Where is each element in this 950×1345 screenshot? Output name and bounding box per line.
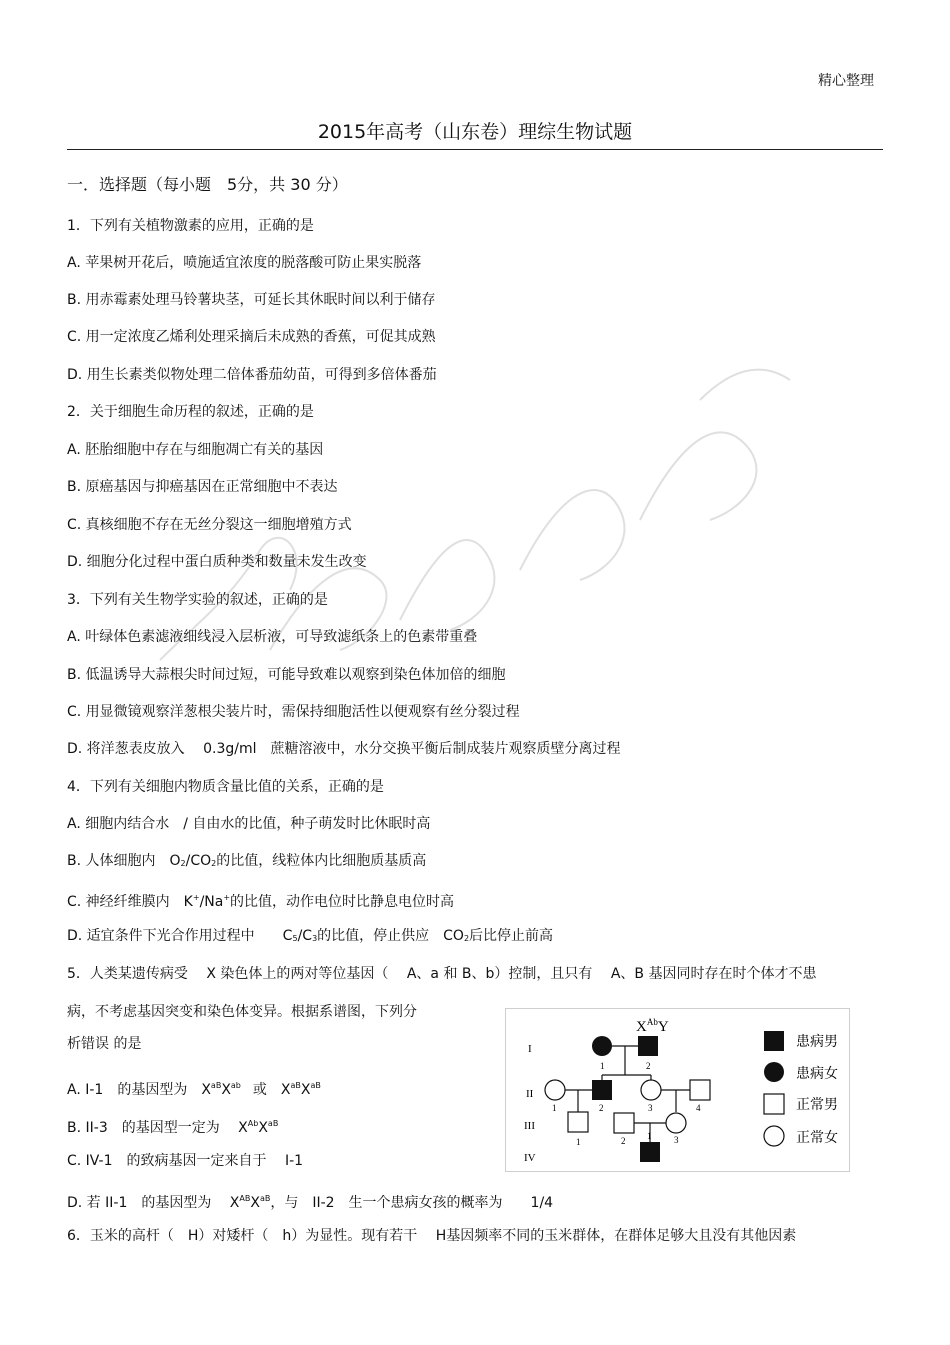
pedigree-ii4-normal-male [690,1080,710,1100]
legend-normal-female: 正常女 [796,1131,838,1146]
title-divider [67,149,883,150]
q4d-text-1: D. 适宜条件下光合作用过程中 C [67,928,293,944]
question-1-stem: 1．下列有关植物激素的应用，正确的是 [67,218,314,234]
q4c-text-1: C. 神经纤维膜内 K [67,894,193,910]
pedigree-num: 1 [600,1061,605,1071]
legend-affected-female: 患病女 [796,1067,838,1082]
q5a-x-4: X [300,1082,311,1098]
question-3-option-a: A. 叶绿体色素滤液细线浸入层析液，可导致滤纸条上的色素带重叠 [67,629,478,645]
question-4-option-a: A. 细胞内结合水 / 自由水的比值，种子萌发时比休眠时高 [67,816,431,832]
q5a-or: 或 X [252,1082,291,1098]
q5d-sup-1: AB [239,1194,251,1203]
q4d-text-2: /C [297,928,313,944]
question-1-option-b: B. 用赤霉素处理马铃薯块茎，可延长其休眠时间以利于储存 [67,292,436,308]
question-4-option-b [67,851,426,874]
q5b-x-2: X [258,1120,268,1136]
question-5-stem-line-2: 病，不考虑基因突变和染色体变异。根据系谱图，下列分 [67,1004,417,1020]
q5a-sup-3: aB [290,1081,301,1090]
q4d-sub-c5: 5 [292,934,298,943]
legend-normal-female-icon [764,1126,784,1146]
question-5-option-d [67,1189,553,1213]
q4d-sub-co2: 2 [463,934,470,943]
q5a-sup-1: aB [210,1081,222,1090]
q5d-text-1: D. 若 II-1 的基因型为 X [67,1195,240,1211]
pedigree-svg [506,1009,849,1171]
q4b-text-2: /CO [185,853,212,869]
q4b-text-1: B. 人体细胞内 O [67,853,181,869]
q5a-sup-2: ab [230,1081,241,1090]
q5a-text: A. I-1 的基因型为 X [67,1082,211,1098]
pedigree-ii3-normal-female [641,1080,661,1100]
pedigree-ii1-normal-female [545,1080,565,1100]
question-2-option-d: D. 细胞分化过程中蛋白质种类和数量未发生改变 [67,554,367,570]
pedigree-num: 2 [646,1061,651,1071]
question-5-option-b [67,1114,278,1138]
q5b-sup-1: Ab [247,1119,259,1128]
question-6-stem: 6．玉米的高杆（ H）对矮杆（ h）为显性。现有若干 H基因频率不同的玉米群体，在群体足够大且没有其他因素 [67,1228,797,1244]
q4d-text-4: 后比停止前高 [469,928,554,944]
gen-label-iv: IV [524,1152,536,1164]
question-3-option-b: B. 低温诱导大蒜根尖时间过短，可能导致难以观察到染色体加倍的细胞 [67,667,506,683]
pedigree-iii2-normal-male [614,1113,634,1133]
question-3-option-d: D. 将洋葱表皮放入 0.3g/ml 蔗糖溶液中，水分交换平衡后制成装片观察质壁分离过程 [67,741,621,757]
q4c-text-2: /Na [199,894,224,910]
pedigree-chart [505,1008,850,1172]
q5d-text-2: ，与 II-2 生一个患病女孩的概率为 1/4 [270,1195,554,1211]
question-3-stem: 3．下列有关生物学实验的叙述，正确的是 [67,592,328,608]
question-2-option-c: C. 真核细胞不存在无丝分裂这一细胞增殖方式 [67,517,352,533]
q4b-text-3: 的比值，线粒体内比细胞质基质高 [216,853,427,869]
question-1-option-c: C. 用一定浓度乙烯利处理采摘后未成熟的香蕉，可促其成熟 [67,329,436,345]
q5a-x-2: X [221,1082,231,1098]
q5d-sup-2: aB [259,1194,271,1203]
question-4-option-d [67,926,553,949]
q4c-text-3: 的比值，动作电位时比静息电位时高 [230,894,455,910]
pedigree-num: 4 [696,1103,701,1113]
pedigree-num: 1 [647,1131,652,1141]
section-heading: 一．选择题（每小题 5分，共 30 分） [67,175,348,194]
question-2-option-b: B. 原癌基因与抑癌基因在正常细胞中不表达 [67,479,338,495]
question-5-option-a [67,1076,321,1100]
pedigree-iii3-normal-female [666,1113,686,1133]
pedigree-iii1-normal-male [568,1112,588,1132]
legend-affected-male: 患病男 [796,1035,838,1050]
legend-normal-male-icon [764,1094,784,1114]
q4b-sub-co2: 2 [211,859,217,868]
q5b-text: B. II-3 的基因型一定为 X [67,1120,248,1136]
legend-affected-female-icon [764,1062,784,1082]
question-1-option-a: A. 苹果树开花后，喷施适宜浓度的脱落酸可防止果实脱落 [67,255,422,271]
header-note: 精心整理 [818,73,874,89]
page-title: 2015年高考（山东卷）理综生物试题 [317,121,633,143]
pedigree-num: 2 [621,1136,626,1146]
i2-genotype-label: $X^{Ab}Y$ [636,1017,669,1035]
legend-affected-male-icon [764,1031,784,1051]
q4b-sub-o2: 2 [180,859,186,868]
question-4-stem: 4．下列有关细胞内物质含量比值的关系，正确的是 [67,779,384,795]
question-5-stem-line-1: 5．人类某遗传病受 X 染色体上的两对等位基因（ A、a 和 B、b）控制，且只有 A、B 基因同时存在时个体才不患 [67,966,817,982]
pedigree-i2-affected-male [638,1036,658,1056]
question-2-option-a: A. 胚胎细胞中存在与细胞凋亡有关的基因 [67,442,324,458]
pedigree-num: 2 [599,1103,604,1113]
q4c-sup-k: + [192,893,200,902]
pedigree-i1-affected-female [592,1036,612,1056]
q4c-sup-na: + [223,893,231,902]
question-2-stem: 2．关于细胞生命历程的叙述，正确的是 [67,404,314,420]
gen-label-ii: II [526,1088,534,1100]
question-1-option-d: D. 用生长素类似物处理二倍体番茄幼苗，可得到多倍体番茄 [67,367,437,383]
q4d-sub-c3: 3 [312,934,318,943]
pedigree-num: 3 [674,1135,679,1145]
q5b-sup-2: aB [267,1119,279,1128]
question-5-stem-line-3: 析错误 的是 [67,1036,142,1052]
question-5-option-c: C. IV-1 的致病基因一定来自于 I-1 [67,1153,304,1169]
pedigree-ii2-affected-male [592,1080,612,1100]
q4d-text-3: 的比值，停止供应 CO [317,928,464,944]
question-3-option-c: C. 用显微镜观察洋葱根尖装片时，需保持细胞活性以便观察有丝分裂过程 [67,704,520,720]
pedigree-num: 1 [552,1103,557,1113]
pedigree-iv1-affected-male [640,1142,660,1162]
q5a-sup-4: aB [310,1081,321,1090]
gen-label-iii: III [524,1120,535,1132]
gen-label-i: I [528,1043,532,1055]
pedigree-num: 3 [648,1103,653,1113]
question-4-option-c [67,888,454,912]
legend-normal-male: 正常男 [796,1098,838,1113]
pedigree-num: 1 [576,1137,581,1147]
q5d-x-2: X [250,1195,260,1211]
